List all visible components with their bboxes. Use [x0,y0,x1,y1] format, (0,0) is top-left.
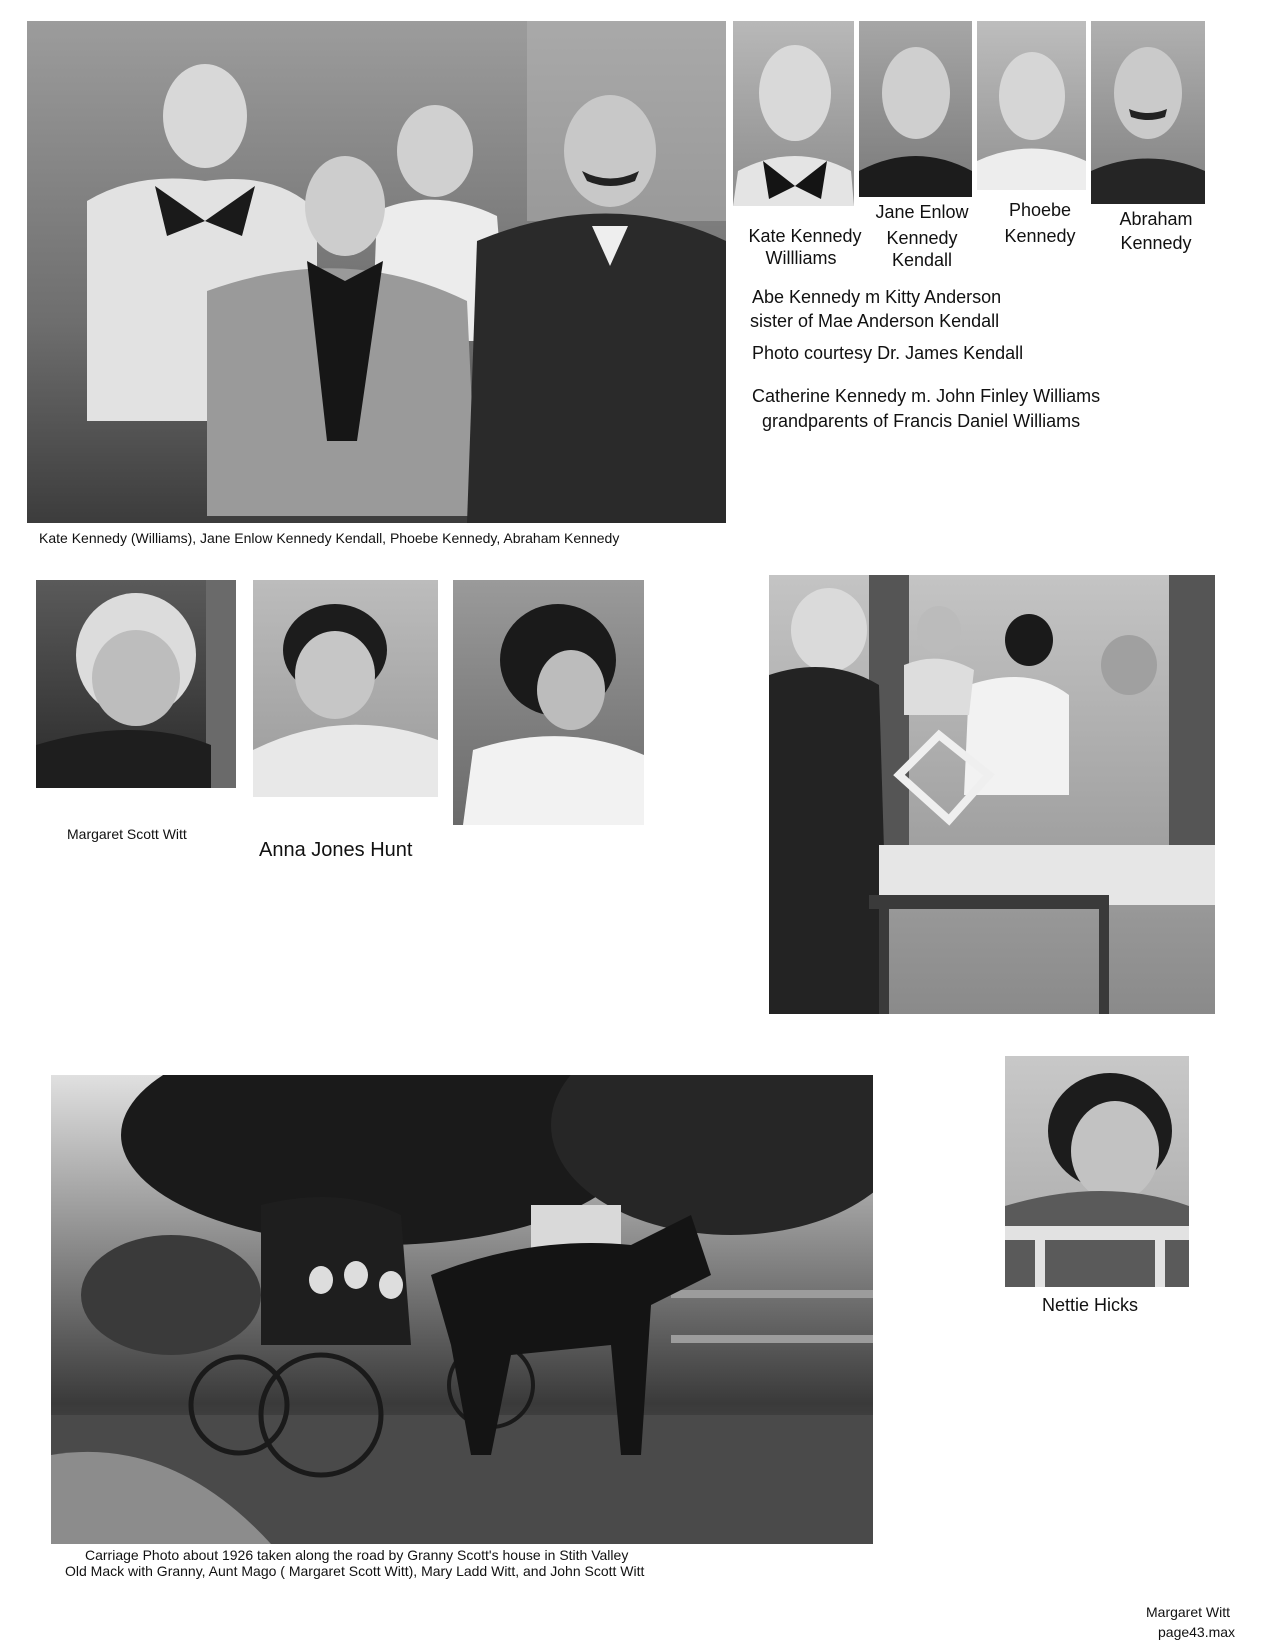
photo-nettie-hicks [1005,1056,1189,1287]
note-grandparents: grandparents of Francis Daniel Williams [762,411,1081,431]
margaret-caption: Margaret Scott Witt [67,826,187,842]
portrait-kate [733,21,854,206]
nettie-caption: Nettie Hicks [1042,1295,1139,1315]
photo-anna-jones-hunt [253,580,438,797]
portrait-phoebe [977,21,1086,190]
portrait-abraham [1091,21,1205,204]
photo-woman-side-profile [453,580,644,825]
photo-chair-workshop [769,575,1215,1014]
footer-author: Margaret Witt [1146,1604,1231,1620]
note-sister-of: sister of Mae Anderson Kendall [750,311,1000,331]
anna-caption: Anna Jones Hunt [259,839,413,861]
carriage-caption-line2: Old Mack with Granny, Aunt Mago ( Margaret Scott Witt), Mary Ladd Witt, and John Scott Witt [65,1563,645,1579]
carriage-caption-line1: Carriage Photo about 1926 taken along the road by Granny Scott's house in Stith Valley [85,1547,629,1563]
portrait-label-kate: Kate Kennedy Willliams [748,226,862,268]
photo-carriage-1926 [51,1075,873,1544]
photo-margaret-scott-witt [36,580,236,788]
note-abe-marriage: Abe Kennedy m Kitty Anderson [752,287,1002,307]
note-photo-courtesy: Photo courtesy Dr. James Kendall [752,343,1024,363]
portrait-label-phoebe: Phoebe Kennedy [1004,200,1076,246]
portrait-jane [859,21,972,197]
note-catherine-marriage: Catherine Kennedy m. John Finley Williams [752,386,1101,406]
group-photo-kennedy-siblings [27,21,726,523]
portrait-label-jane: Jane Enlow Kennedy Kendall [875,202,969,270]
group-photo-caption: Kate Kennedy (Williams), Jane Enlow Kennedy Kendall, Phoebe Kennedy, Abraham Kennedy [39,530,620,546]
footer-page: page43.max [1158,1624,1236,1640]
portrait-label-abraham: Abraham Kennedy [1119,209,1193,253]
